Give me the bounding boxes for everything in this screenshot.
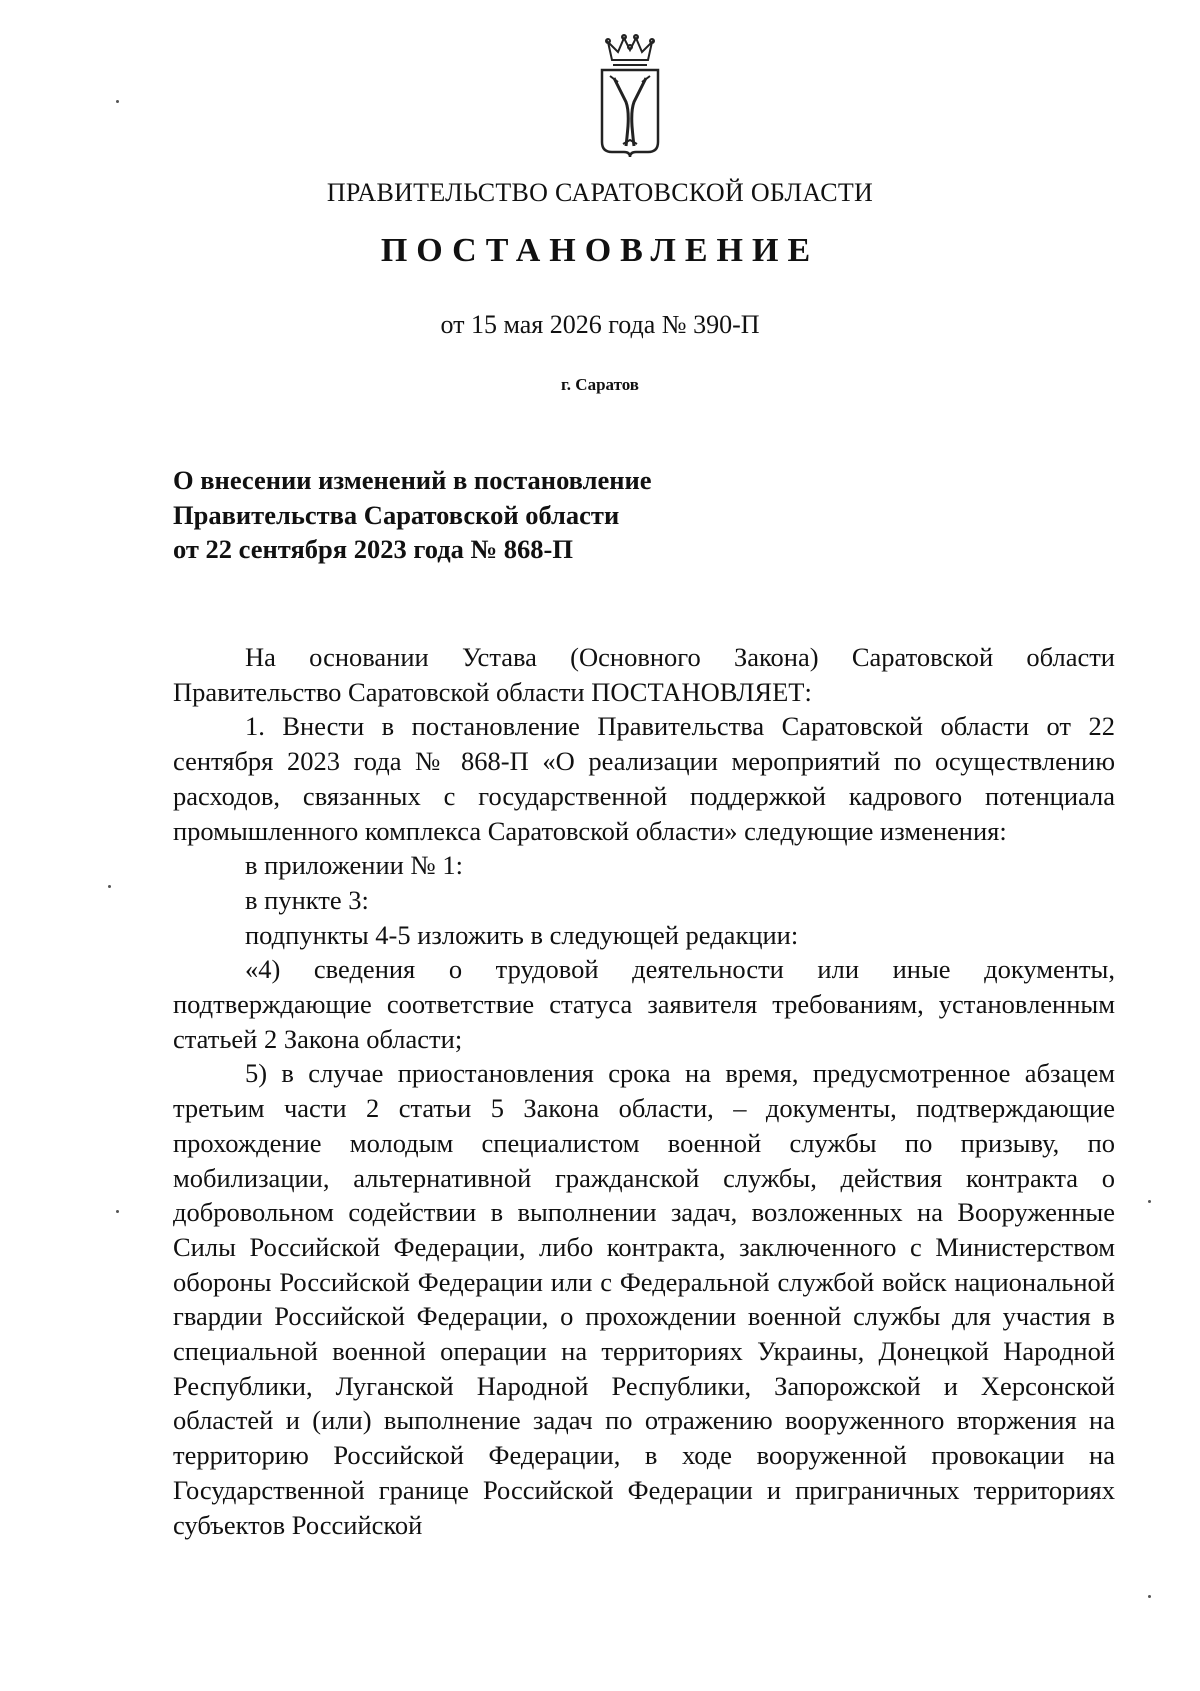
title-line: Правительства Саратовской области <box>173 499 620 530</box>
scan-speck <box>1148 1595 1151 1598</box>
document-date-number: от 15 мая 2026 года № 390-П <box>440 310 760 339</box>
document-body <box>173 640 1115 1542</box>
document-type: ПОСТАНОВЛЕНИЕ <box>380 232 820 269</box>
document-title <box>173 463 873 567</box>
document-city: г. Саратов <box>561 375 639 394</box>
clause-reference-paragraph: в пункте 3: <box>245 884 369 915</box>
scan-speck <box>116 100 119 103</box>
scan-speck <box>1148 1200 1151 1203</box>
government-name: ПРАВИТЕЛЬСТВО САРАТОВСКОЙ ОБЛАСТИ <box>326 178 874 207</box>
scan-speck <box>116 1210 119 1213</box>
annex-reference-paragraph: в приложении № 1: <box>245 850 463 881</box>
preamble-paragraph: На основании Устава (Основного Закона) Саратовской области Правительство Саратовской области ПОСТАНОВЛЯЕТ: <box>173 642 1115 707</box>
subclause-4-paragraph: «4) сведения о трудовой деятельности или иные документы, подтверждающие соответствие статуса заявителя требованиям, установленным статьей 2 Закона области; <box>173 954 1115 1054</box>
scan-speck <box>108 885 111 888</box>
title-line: от 22 сентября 2023 года № 868-П <box>173 534 573 564</box>
subclause-5-paragraph: 5) в случае приостановления срока на время, предусмотренное абзацем третьим части 2 статьи 5 Закона области, – документы, подтверждающие прохождение молодым специалистом военной службы по призыву, по мобилизации, альтернативной гражданской службы, действия контракта о добровольном содействии в выполнении задач, возложенных на Вооруженные Силы Российской Федерации, либо контракта, заключенного с Министерством обороны Российской Федерации или с Федеральной службой войск национальной гвардии Российской Федерации, о прохождении военной службы для участия в специальной военной операции на территориях Украины, Донецкой Народной Республики, Луганской Народной Республики, Запорожской и Херсонской областей и (или) выполнение задач по отражению вооруженного вторжения на территорию Российской Федерации, в ходе вооруженной провокации на Государственной границе Российской Федерации и приграничных территориях субъектов Российской <box>173 1058 1115 1540</box>
title-line: О внесении изменений в постановление <box>173 465 652 495</box>
item-1-paragraph: 1. Внести в постановление Правительства Саратовской области от 22 сентября 2023 года № 868-П «О реализации мероприятий по осуществлению расходов, связанных с государственной поддержкой кадрового потенциала промышленного комплекса Саратовской области» следующие изменения: <box>173 711 1115 846</box>
subclauses-instruction-paragraph: подпункты 4-5 изложить в следующей редакции: <box>245 919 799 950</box>
saratov-coat-of-arms-icon <box>590 30 670 158</box>
